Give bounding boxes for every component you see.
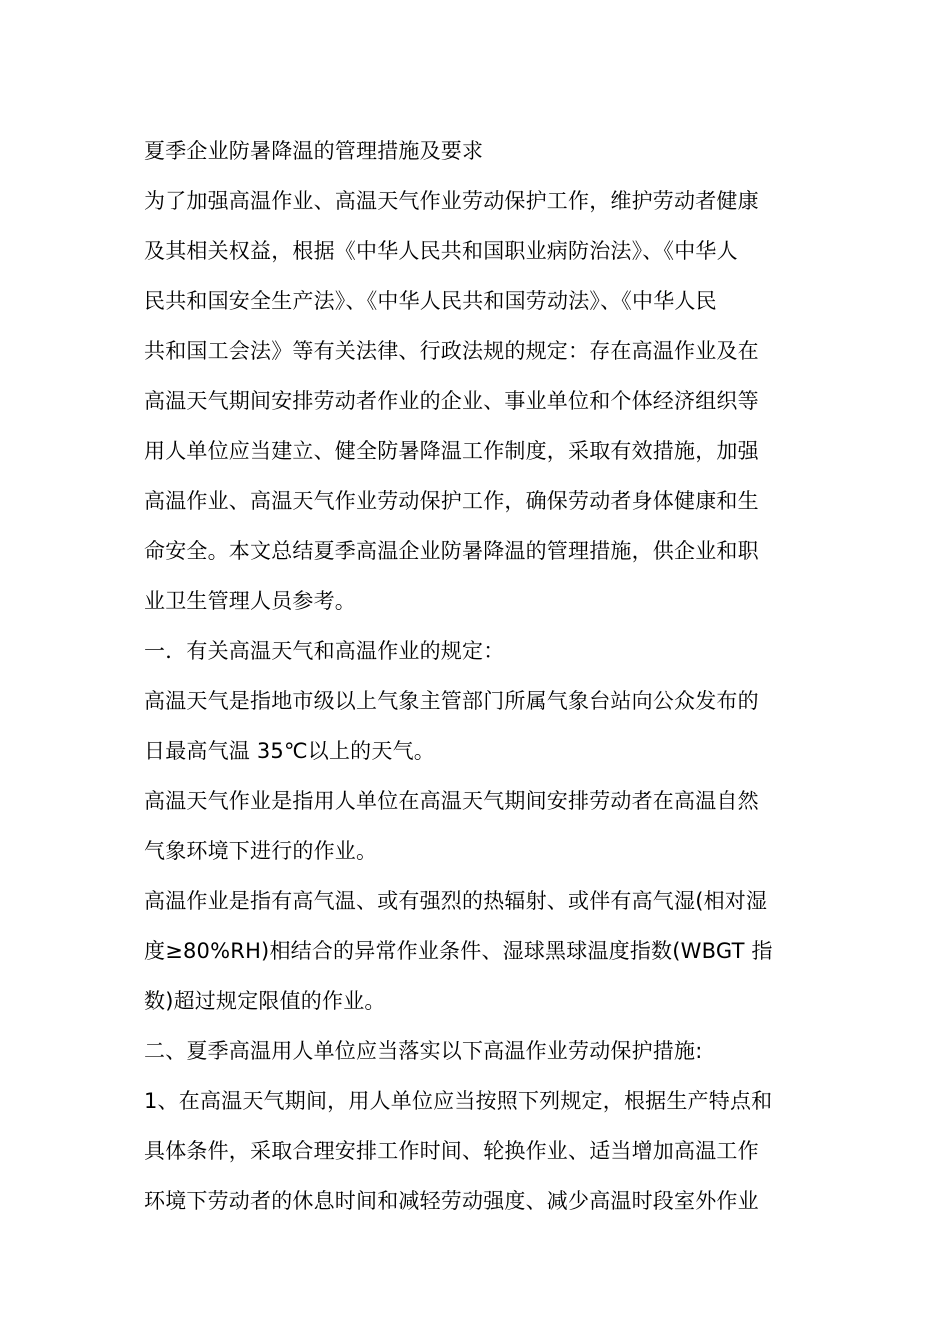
intro-line: 用人单位应当建立、健全防暑降温工作制度，采取有效措施，加强	[144, 439, 759, 463]
intro-line: 业卫生管理人员参考。	[144, 589, 356, 613]
definition-high-temp-weather	[144, 676, 808, 776]
measure-line: 环境下劳动者的休息时间和减轻劳动强度、减少高温时段室外作业	[144, 1189, 759, 1213]
document-title: 夏季企业防暑降温的管理措施及要求	[144, 139, 484, 163]
intro-line: 共和国工会法》等有关法律、行政法规的规定：存在高温作业及在	[144, 339, 759, 363]
document-page	[144, 126, 808, 1226]
definition-line: 高温作业是指有高气温、或有强烈的热辐射、或伴有高气湿(相对湿	[144, 889, 768, 913]
definition-line: 日最高气温 35℃以上的天气。	[144, 739, 435, 763]
section-2-heading: 二、夏季高温用人单位应当落实以下高温作业劳动保护措施:	[144, 1039, 703, 1063]
intro-line: 及其相关权益，根据《中华人民共和国职业病防治法》、《中华人	[144, 239, 738, 263]
definition-high-temp-weather-work	[144, 776, 808, 876]
intro-line: 命安全。本文总结夏季高温企业防暑降温的管理措施，供企业和职	[144, 539, 759, 563]
definition-high-temp-work	[144, 876, 808, 1026]
definition-line: 高温天气是指地市级以上气象主管部门所属气象台站向公众发布的	[144, 689, 759, 713]
intro-line: 高温作业、高温天气作业劳动保护工作，确保劳动者身体健康和生	[144, 489, 759, 513]
intro-paragraph	[144, 176, 808, 626]
definition-line: 高温天气作业是指用人单位在高温天气期间安排劳动者在高温自然	[144, 789, 759, 813]
measure-item-1	[144, 1076, 808, 1226]
definition-line: 气象环境下进行的作业。	[144, 839, 378, 863]
measure-line: 1、在高温天气期间，用人单位应当按照下列规定，根据生产特点和	[144, 1089, 773, 1113]
definition-line: 度≥80%RH)相结合的异常作业条件、湿球黑球温度指数(WBGT 指	[144, 939, 773, 963]
measure-line: 具体条件，采取合理安排工作时间、轮换作业、适当增加高温工作	[144, 1139, 759, 1163]
intro-line: 为了加强高温作业、高温天气作业劳动保护工作，维护劳动者健康	[144, 189, 759, 213]
intro-line: 民共和国安全生产法》、《中华人民共和国劳动法》、《中华人民	[144, 289, 717, 313]
intro-line: 高温天气期间安排劳动者作业的企业、事业单位和个体经济组织等	[144, 389, 759, 413]
definition-line: 数)超过规定限值的作业。	[144, 989, 386, 1013]
section-1-heading: 一．有关高温天气和高温作业的规定：	[144, 639, 505, 663]
